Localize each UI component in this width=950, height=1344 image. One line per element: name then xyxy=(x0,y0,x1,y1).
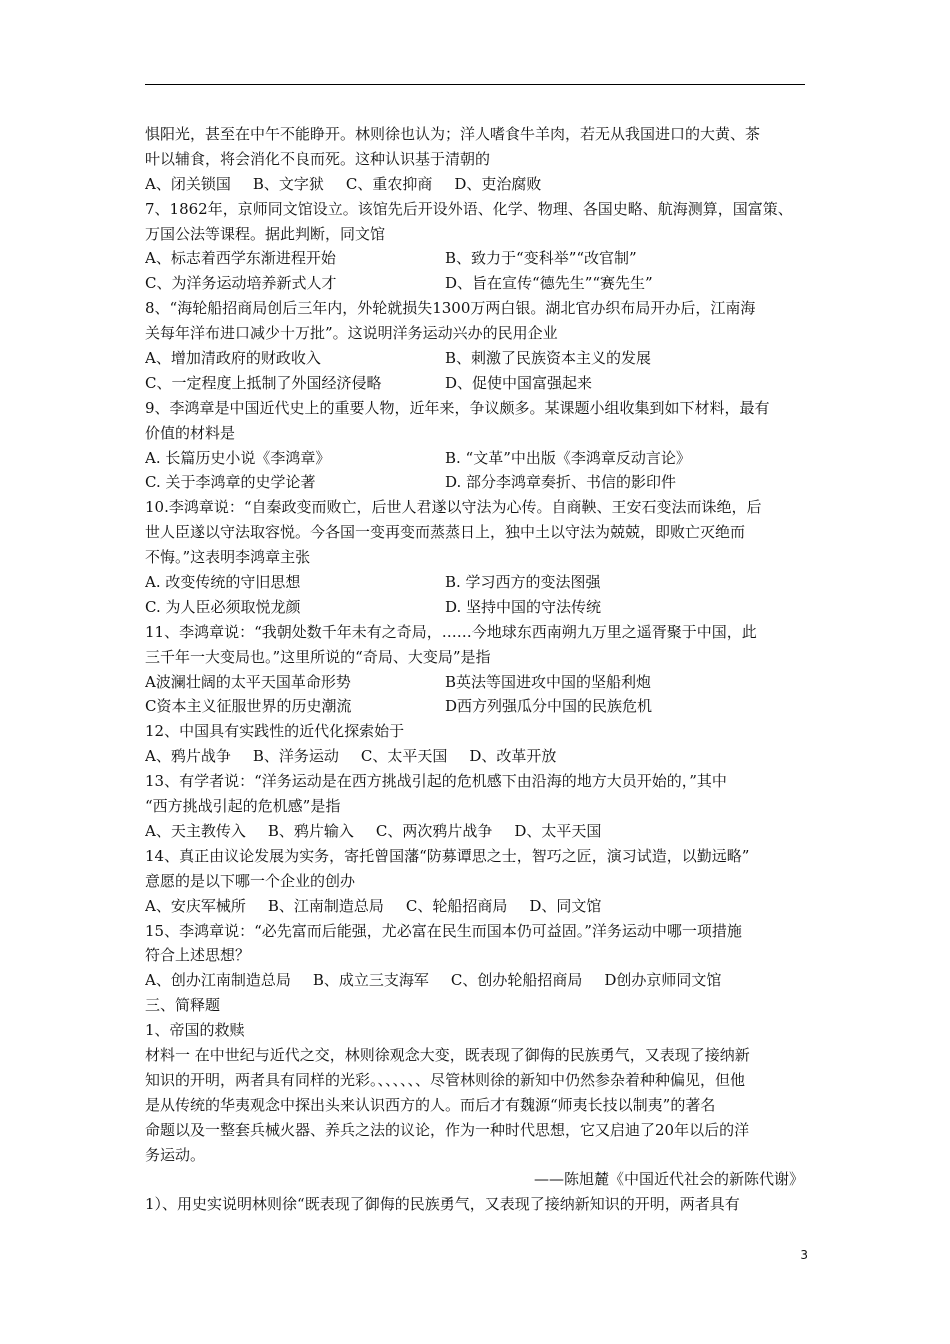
option-item: C. 为人臣必须取悦龙颜 xyxy=(145,597,301,616)
option-item: A、鸦片战争 xyxy=(145,747,231,766)
text-line: 关每年洋布进口减少十万批”。这说明洋务运动兴办的民用企业 xyxy=(145,324,558,343)
option-item: B. “文革”中出版《李鸿章反动言论》 xyxy=(445,448,691,467)
option-item: A、闭关锁国 xyxy=(145,174,231,193)
text-line: 是从传统的华夷观念中探出头来认识西方的人。而后才有魏源“师夷长技以制夷”的著名 xyxy=(145,1095,716,1114)
page-number: 3 xyxy=(800,1248,808,1262)
option-item: D、同文馆 xyxy=(529,896,602,915)
option-item: C、轮船招商局 xyxy=(405,896,508,915)
option-item: B、洋务运动 xyxy=(252,747,339,766)
option-item: C、两次鸦片战争 xyxy=(375,821,493,840)
option-item: D. 部分李鸿章奏折、书信的影印件 xyxy=(445,473,677,492)
options-line xyxy=(145,246,810,271)
option-item: C、创办轮船招商局 xyxy=(450,971,583,990)
option-item: D、旨在宣传“德先生”“赛先生” xyxy=(445,274,653,293)
options-line xyxy=(145,894,810,919)
option-item: C、太平天国 xyxy=(360,747,448,766)
options-line xyxy=(145,346,810,371)
option-item: B、刺激了民族资本主义的发展 xyxy=(445,349,652,368)
option-item: A、标志着西学东渐进程开始 xyxy=(145,249,336,268)
options-line xyxy=(145,570,810,595)
text-line: 1）、用史实说明林则徐“既表现了御侮的民族勇气，又表现了接纳新知识的开明，两者具有 xyxy=(145,1195,740,1214)
options-line xyxy=(145,271,810,296)
option-item: B、成立三支海军 xyxy=(312,971,429,990)
option-item: B. 学习西方的变法图强 xyxy=(445,573,601,592)
option-item: B、鸦片输入 xyxy=(267,821,354,840)
text-line: 世人臣遂以守法取容悦。今各国一变再变而蒸蒸日上，独中土以守法为兢兢，即败亡灭绝而 xyxy=(145,523,746,542)
option-item: D、促使中国富强起来 xyxy=(445,373,593,392)
option-item: A. 长篇历史小说《李鸿章》 xyxy=(145,448,331,467)
option-item: D. 坚持中国的守法传统 xyxy=(445,597,602,616)
option-item: A、增加清政府的财政收入 xyxy=(145,349,321,368)
option-item: A、安庆军械所 xyxy=(145,896,246,915)
text-line: 15、李鸿章说：“必先富而后能强，尤必富在民生而国本仍可益固。”洋务运动中哪一项措施 xyxy=(145,921,742,940)
option-item: D西方列强瓜分中国的民族危机 xyxy=(445,697,653,716)
text-line: 不悔。”这表明李鸿章主张 xyxy=(145,548,311,567)
options-line xyxy=(145,744,810,769)
options-line xyxy=(145,968,810,993)
text-line: 叶以辅食，将会消化不良而死。这种认识基于清朝的 xyxy=(145,149,491,168)
text-line: 12、中国具有实践性的近代化探索始于 xyxy=(145,722,405,741)
option-item: B英法等国进攻中国的坚船利炮 xyxy=(445,672,652,691)
option-item: A波澜壮阔的太平天国革命形势 xyxy=(145,672,351,691)
text-line: 材料一 在中世纪与近代之交，林则徐观念大变，既表现了御侮的民族勇气，又表现了接纳新 xyxy=(145,1045,750,1064)
option-item: D、改革开放 xyxy=(469,747,557,766)
text-line: 10.李鸿章说：“自秦政变而败亡，后世人君遂以守法为心传。自商鞅、王安石变法而诛绝，后 xyxy=(145,498,762,517)
options-line xyxy=(145,670,810,695)
option-item: D、吏治腐败 xyxy=(454,174,542,193)
option-item: B、致力于“变科举”“改官制” xyxy=(445,249,637,268)
text-line: 7、1862年，京师同文馆设立。该馆先后开设外语、化学、物理、各国史略、航海测算，国富策、 xyxy=(145,199,793,218)
option-item: A、创办江南制造总局 xyxy=(145,971,291,990)
option-item: D创办京师同文馆 xyxy=(604,971,722,990)
text-line: 1、帝国的救赎 xyxy=(145,1021,245,1040)
option-item: C、重农抑商 xyxy=(345,174,433,193)
option-item: C. 关于李鸿章的史学论著 xyxy=(145,473,316,492)
options-line xyxy=(145,595,810,620)
text-line: 符合上述思想？ xyxy=(145,946,251,965)
text-line: 意愿的是以下哪一个企业的创办 xyxy=(145,871,356,890)
options-line xyxy=(145,470,810,495)
text-line: 8、“海轮船招商局创后三年内，外轮就损失1300万两白银。湖北官办织布局开办后，江南海 xyxy=(145,299,756,318)
text-line: 三、简释题 xyxy=(145,996,221,1015)
option-item: A. 改变传统的守旧思想 xyxy=(145,573,301,592)
options-line xyxy=(145,446,810,471)
option-item: C、为洋务运动培养新式人才 xyxy=(145,274,337,293)
options-line xyxy=(145,819,810,844)
option-item: D、太平天国 xyxy=(514,821,602,840)
text-line: 9、李鸿章是中国近代史上的重要人物，近年来，争议颇多。某课题小组收集到如下材料，最有 xyxy=(145,398,770,417)
text-line: 14、真正由议论发展为实务，寄托曾国藩“防募谭思之士，智巧之匠，演习试造，以勤远略” xyxy=(145,846,750,865)
text-line: 13、有学者说：“洋务运动是在西方挑战引起的危机感下由沿海的地方大员开始的，”其中 xyxy=(145,772,727,791)
text-line: 11、李鸿章说：“我朝处数千年未有之奇局，……今地球东西南朔九万里之遥胥聚于中国，此 xyxy=(145,622,757,641)
text-line: 命题以及一整套兵械火器、养兵之法的议论，作为一种时代思想，它又启迪了20年以后的洋 xyxy=(145,1120,750,1139)
text-line: 价值的材料是 xyxy=(145,423,236,442)
document-body xyxy=(145,122,810,1217)
options-line xyxy=(145,694,810,719)
option-item: C资本主义征服世界的历史潮流 xyxy=(145,697,352,716)
text-line: “西方挑战引起的危机感”是指 xyxy=(145,797,341,816)
option-item: A、天主教传入 xyxy=(145,821,246,840)
text-line: 万国公法等课程。据此判断，同文馆 xyxy=(145,224,386,243)
option-item: C、一定程度上抵制了外国经济侵略 xyxy=(145,373,382,392)
options-line xyxy=(145,172,810,197)
header-rule xyxy=(145,84,805,85)
options-line xyxy=(145,371,810,396)
text-line: 惧阳光，甚至在中午不能睁开。林则徐也认为；洋人嗜食牛羊肉，若无从我国进口的大黄、茶 xyxy=(145,125,761,143)
text-line: 务运动。 xyxy=(145,1145,206,1164)
citation-line: ——陈旭麓《中国近代社会的新陈代谢》 xyxy=(533,1170,804,1189)
option-item: B、文字狱 xyxy=(252,174,324,193)
text-line: 三千年一大变局也。”这里所说的“奇局、大变局”是指 xyxy=(145,647,491,666)
text-line: 知识的开明，两者具有同样的光彩。、、、、、、尽管林则徐的新知中仍然参杂着种种偏见，但他 xyxy=(145,1070,746,1089)
option-item: B、江南制造总局 xyxy=(267,896,384,915)
